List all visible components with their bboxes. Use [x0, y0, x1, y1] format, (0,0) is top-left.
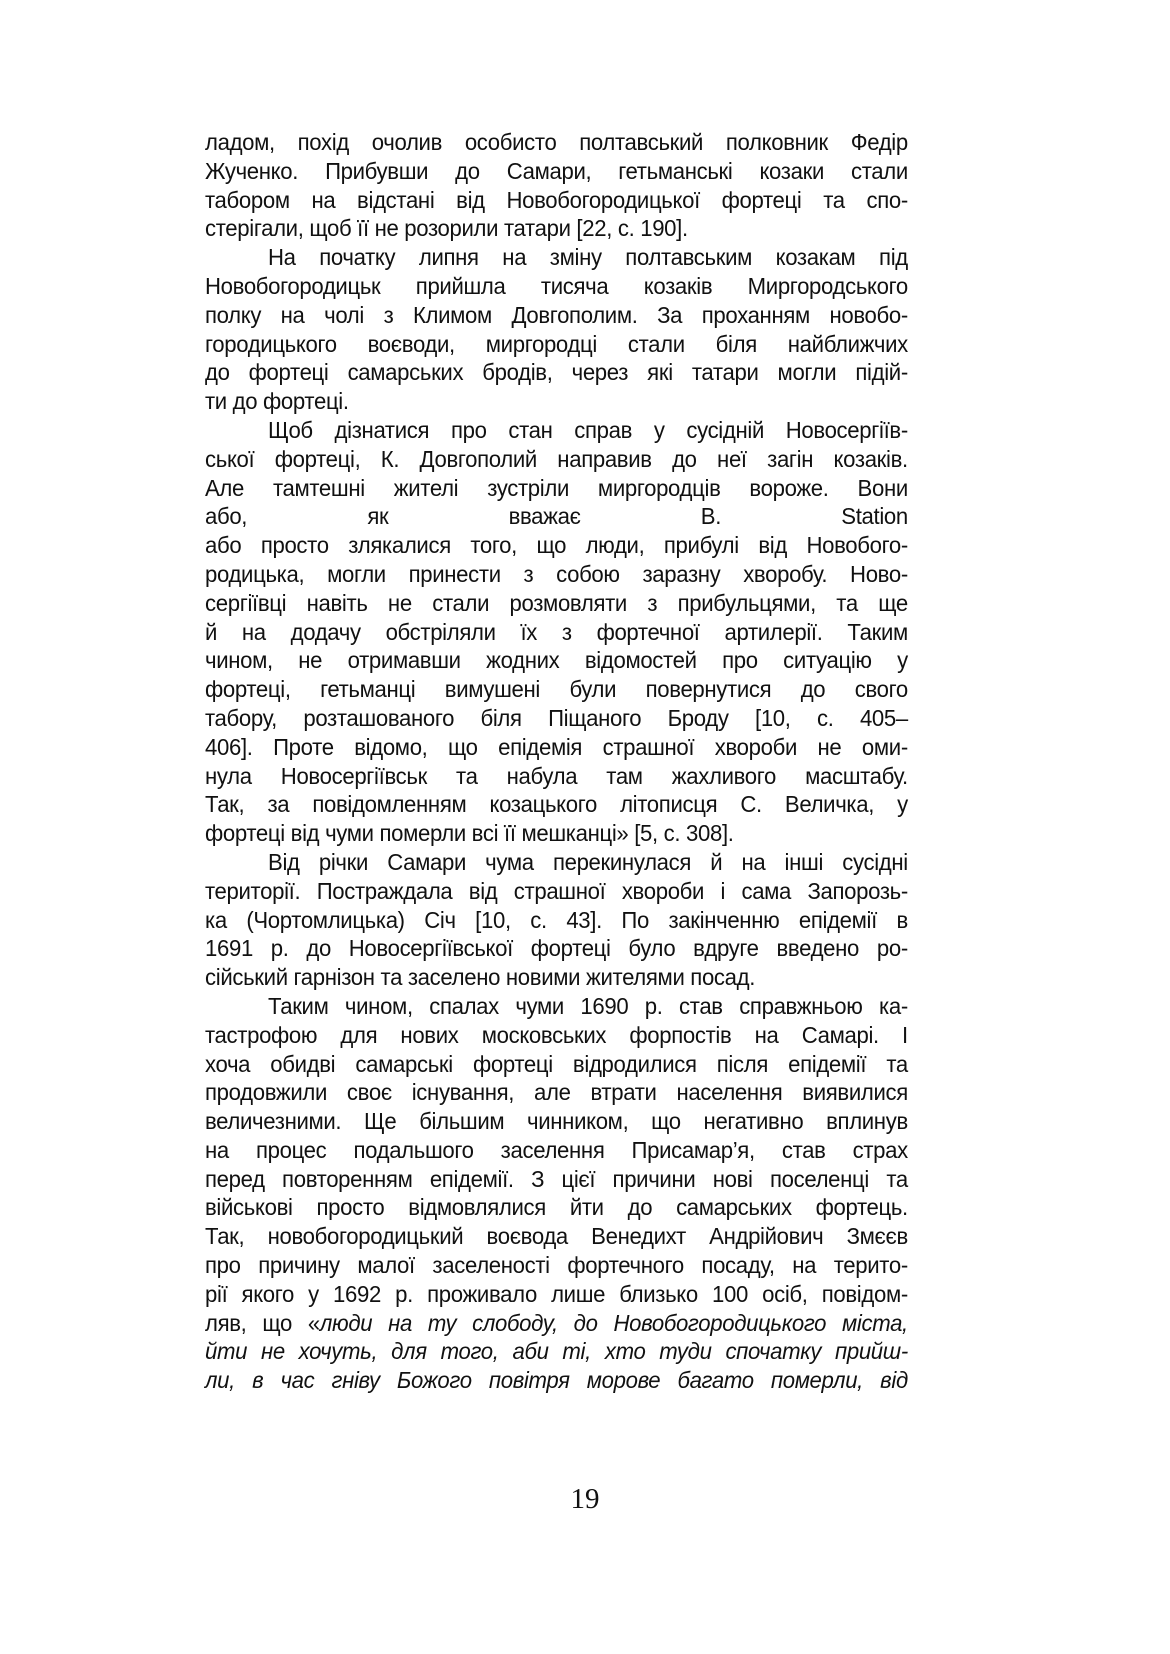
text-line: рії якого у 1692 р. проживало лише близько 100 осіб, повідом-: [205, 1280, 908, 1307]
text-line: Новобогородицьк прийшла тисяча козаків Миргородського: [205, 272, 908, 299]
text-line: Щоб дізнатися про стан справ у сусідній Новосергіїв-: [268, 416, 908, 443]
text-line: нула Новосергіївськ та набула там жахливого масштабу.: [205, 762, 908, 789]
text-line: фортеці від чуми померли всі її мешканці» [5, с. 308].: [205, 820, 734, 847]
text-line: сійський гарнізон та заселено новими жителями посад.: [205, 964, 756, 991]
quote-intro-text: ляв, що «: [205, 1309, 320, 1336]
quoted-text-line: йти не хочуть, для того, аби ті, хто туди спочатку прийш-: [205, 1338, 908, 1365]
text-line: тастрофою для нових московських форпостів на Самарі. І: [205, 1021, 908, 1048]
page-number: 19: [570, 1483, 600, 1515]
text-line: Від річки Самари чума перекинулася й на інші сусідні: [268, 848, 908, 875]
quoted-text: люди на ту слободу, до Новобогородицького міста,: [319, 1309, 908, 1336]
text-line: хоча обидві самарські фортеці відродилися після епідемії та: [205, 1050, 908, 1077]
text-line: полку на чолі з Климом Довгополим. За проханням новобо-: [205, 301, 908, 328]
quoted-text-line: ли, в час гніву Божого повітря морове багато померли, від: [205, 1367, 908, 1394]
text-line: перед повторенням епідемії. З цієї причини нові поселенці та: [205, 1165, 908, 1192]
text-line: величезними. Ще більшим чинником, що негативно вплинув: [205, 1108, 908, 1135]
text-line: на процес подальшого заселення Присамар’я, став страх: [205, 1136, 908, 1163]
text-line-with-quote: [205, 1309, 908, 1338]
text-line: стерігали, щоб її не розорили татари [22, с. 190].: [205, 215, 688, 242]
text-line: до фортеці самарських бродів, через які татари могли підій-: [205, 359, 908, 386]
text-line: ка (Чортомлицька) Січ [10, с. 43]. По закінченню епідемії в: [205, 906, 908, 933]
paragraph: [205, 416, 908, 848]
text-line: Але тамтешні жителі зустріли миргородців вороже. Вони: [205, 474, 908, 501]
text-line: табору, розташованого біля Піщаного Броду [10, с. 405–: [205, 704, 908, 731]
text-line: сергіївці навіть не стали розмовляти з прибульцями, та ще: [205, 589, 908, 616]
text-line: На початку липня на зміну полтавським козакам під: [268, 244, 908, 271]
text-line: табором на відстані від Новобогородицької фортеці та спо-: [205, 186, 908, 213]
text-line: чином, не отримавши жодних відомостей про ситуацію у: [205, 647, 908, 674]
text-line: 1691 р. до Новосергіївської фортеці було вдруге введено ро-: [205, 935, 908, 962]
text-line: й на додачу обстріляли їх з фортечної артилерії. Таким: [205, 618, 908, 645]
text-line: городицького воєводи, миргородці стали біля найближчих: [205, 330, 908, 357]
text-line: продовжили своє існування, але втрати населення виявилися: [205, 1079, 908, 1106]
text-line: ської фортеці, К. Довгополий направив до неї загін козаків.: [205, 445, 908, 472]
text-line: фортеці, гетьманці вимушені були повернутися до свого: [205, 676, 908, 703]
text-line: Жученко. Прибувши до Самари, гетьманські козаки стали: [205, 157, 908, 184]
text-line: Таким чином, спалах чуми 1690 р. став справжньою ка-: [268, 992, 908, 1019]
paragraph: [205, 848, 908, 992]
body-text: [205, 128, 908, 1395]
text-line: військові просто відмовлялися йти до самарських фортець.: [205, 1194, 908, 1221]
text-line: або просто злякалися того, що люди, прибулі від Новобого-: [205, 532, 908, 559]
text-line: про причину малої заселеності фортечного посаду, на терито-: [205, 1252, 908, 1279]
text-line: ти до фортеці.: [205, 388, 349, 415]
text-line: Так, новобогородицький воєвода Венедихт Андрійович Змєєв: [205, 1223, 908, 1250]
paragraph: [205, 128, 908, 243]
paragraph: [205, 243, 908, 416]
text-line: або, як вважає В. Station: [205, 503, 908, 530]
text-line: 406]. Проте відомо, що епідемія страшної хвороби не оми-: [205, 733, 908, 760]
text-line: Так, за повідомленням козацького літописця С. Величка, у: [205, 791, 908, 818]
text-line: території. Постраждала від страшної хвороби і сама Запорозь-: [205, 877, 908, 904]
text-line: родицька, могли принести з собою заразну хворобу. Ново-: [205, 560, 908, 587]
paragraph: [205, 992, 908, 1395]
text-line: ладом, похід очолив особисто полтавський полковник Федір: [205, 129, 908, 155]
